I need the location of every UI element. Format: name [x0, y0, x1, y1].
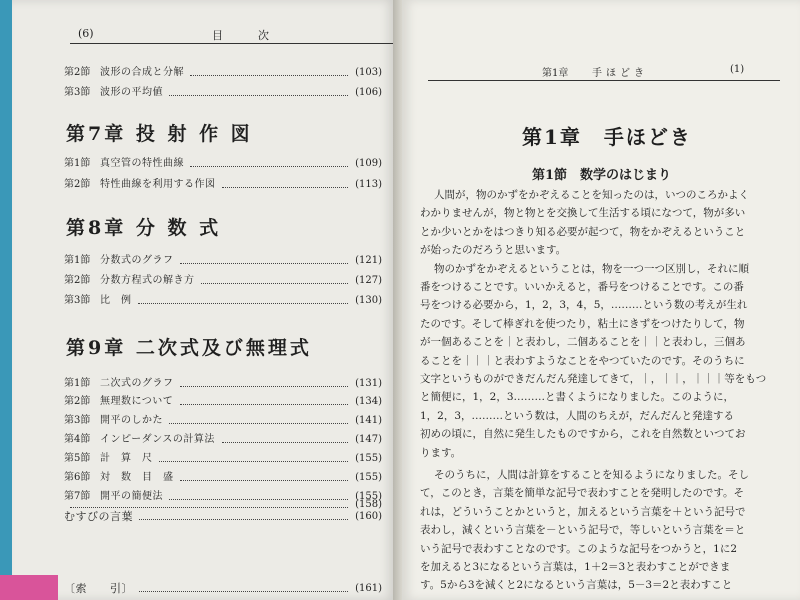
toc-section-number: 第6節	[64, 472, 91, 483]
body-text-line: と簡便に，1，2，3………と書くようになりました。このように，	[420, 391, 735, 404]
left-page-number: (6)	[78, 27, 94, 40]
toc-leader-dots	[159, 452, 349, 462]
toc-section-number: 第1節	[64, 378, 91, 389]
body-text-line: 号をつける必要から，1，2，3，4，5，………という数の考えが生れ	[420, 299, 748, 312]
toc-section-row[interactable]	[64, 157, 382, 171]
toc-leader-dots	[201, 274, 349, 284]
toc-page-number: (141)	[355, 415, 382, 426]
toc-section-row[interactable]	[64, 254, 382, 268]
toc-section-row[interactable]	[64, 274, 382, 288]
toc-chapter-heading: 第7章 投 射 作 図	[66, 123, 253, 145]
toc-entry-title: 二次式のグラフ	[100, 378, 174, 389]
toc-entry-title: 〔索 引〕	[64, 582, 133, 595]
toc-leader-dots	[180, 377, 349, 387]
toc-page-number: (109)	[355, 158, 382, 169]
body-text-line: 文字というものができだんだん発達してきて，｜，｜｜，｜｜｜等をもつ	[420, 373, 767, 385]
toc-entry-title: 開平の簡便法	[100, 491, 163, 502]
body-text-line: ります。	[420, 446, 462, 459]
toc-page-number: (155)	[355, 491, 382, 502]
toc-entry-title: むすびの言葉	[64, 510, 133, 523]
body-text-line: たのです。そして棒ぎれを使つたり，粘土にきずをつけたりして，物	[420, 317, 745, 330]
toc-section-number: 第7節	[64, 491, 91, 502]
toc-entry-title: インピーダンスの計算法	[100, 434, 215, 445]
toc-section-row[interactable]	[64, 377, 382, 391]
toc-entry-title: 無理数について	[100, 396, 174, 407]
toc-page-number: (106)	[355, 87, 382, 98]
body-text-line: れは，どういうことかというと，加えるという言葉を＋という記号で	[420, 505, 746, 518]
toc-leader-dots	[180, 471, 349, 481]
header-rule	[428, 80, 780, 81]
toc-page-number: (155)	[355, 453, 382, 464]
toc-page-number: (155)	[355, 472, 382, 483]
body-text-line: 人間が，物のかずをかぞえることを知ったのは，いつのころかよく	[434, 189, 749, 201]
body-text-line: て，このとき，言葉を簡単な記号で表わすことを発明したのです。そ	[420, 487, 745, 500]
toc-entry-title: 対 数 目 盛	[100, 472, 174, 483]
toc-page-number: (127)	[355, 275, 382, 286]
toc-leader-dots	[169, 414, 348, 424]
toc-leader-dots	[222, 178, 349, 188]
book-edge-pink	[0, 575, 58, 600]
toc-section-number: 第3節	[64, 295, 91, 306]
toc-leader-dots	[190, 157, 348, 167]
toc-title-1: 目	[212, 29, 223, 42]
body-text-line: 物のかずをかぞえるということは，物を一つ一つ区別し，それに順	[434, 262, 749, 275]
toc-entry-title: 分数式のグラフ	[100, 255, 174, 266]
toc-chapter-heading: 第9章 二次式及び無理式	[66, 337, 312, 359]
toc-entry-title: 分数方程式の解き方	[100, 275, 195, 286]
body-text-line: が一個あることを｜と表わし，二個あることを｜｜と表わし，三個あ	[420, 336, 746, 349]
toc-page-number: (103)	[355, 67, 382, 78]
toc-section-number: 第2節	[64, 67, 91, 78]
toc-section-row[interactable]	[64, 294, 382, 308]
toc-section-number: 第2節	[64, 396, 91, 407]
toc-page-number: (134)	[355, 396, 382, 407]
toc-leader-dots	[70, 498, 348, 508]
body-text-line: 番をつけることです。いいかえると，番号をつけることです。この番	[420, 281, 744, 293]
toc-entry-title: 比 例	[100, 295, 132, 306]
toc-section-number: 第1節	[64, 255, 91, 266]
toc-leader-dots	[138, 294, 349, 304]
running-head-title: 手ほどき	[592, 68, 648, 79]
toc-section-row[interactable]	[64, 433, 382, 447]
body-text-line: 1，2，3，………という数は，人間のちえが，だんだんと発達する	[420, 409, 735, 422]
toc-leader-dots	[169, 86, 348, 96]
toc-title-2: 次	[258, 29, 269, 42]
toc-entry-title: 特性曲線を利用する作図	[100, 179, 216, 190]
toc-page-number: (147)	[355, 434, 382, 445]
toc-entry-title: 波形の平均値	[100, 87, 163, 98]
body-text-line: とか少いとかをはつきり知る必要が起つて，物をかぞえるということ	[420, 225, 746, 238]
toc-section-row[interactable]	[64, 395, 382, 409]
toc-section-number: 第3節	[64, 87, 91, 98]
toc-page-number: (160)	[355, 511, 382, 522]
toc-page-number: (131)	[355, 378, 382, 389]
toc-entry-title: 波形の合成と分解	[100, 67, 184, 78]
toc-section-row[interactable]	[64, 178, 382, 192]
toc-page-number: (121)	[355, 255, 382, 266]
toc-section-row[interactable]	[64, 452, 382, 466]
toc-section-row[interactable]	[64, 86, 382, 100]
toc-page-number: (113)	[355, 179, 382, 190]
toc-section-number: 第1節	[64, 158, 91, 169]
toc-leader-dots	[222, 433, 349, 443]
chapter-title: 第1章 手ほどき	[522, 125, 692, 149]
toc-back-matter-row[interactable]	[64, 582, 382, 596]
running-head-chapter: 第1章	[542, 68, 569, 79]
toc-leader-dots	[139, 582, 348, 592]
body-text-line: 初めの頃に，自然に発生したものですから，これを自然数といつてお	[420, 428, 746, 441]
section-title: 第1節 数学のはじまり	[532, 168, 672, 183]
toc-section-number: 第4節	[64, 434, 91, 445]
body-text-line: 表わし，減くという言葉を－という記号で，等しいという言葉を＝と	[420, 524, 746, 537]
toc-entry-title: 真空管の特性曲線	[100, 158, 184, 169]
right-page-number: (1)	[730, 64, 745, 75]
toc-section-number: 第3節	[64, 415, 91, 426]
toc-entry-title: 開平のしかた	[100, 415, 163, 426]
toc-leader-dots	[139, 510, 348, 520]
header-rule	[70, 43, 394, 44]
toc-leader-dots	[180, 395, 349, 405]
toc-leader-dots	[180, 254, 349, 264]
toc-page-number: (161)	[355, 583, 382, 594]
body-text-line: そのうちに，人間は計算をすることを知るようになりました。そし	[434, 469, 749, 481]
toc-back-matter-row[interactable]	[64, 510, 382, 524]
body-text-line: ることを｜｜｜と表わすようなことをやつていたのです。そのうちに	[420, 354, 745, 367]
toc-chapter-heading: 第8章 分 数 式	[66, 217, 222, 239]
toc-section-number: 第5節	[64, 453, 91, 464]
toc-section-row[interactable]	[64, 414, 382, 428]
toc-page-number: (130)	[355, 295, 382, 306]
toc-section-row[interactable]	[64, 66, 382, 80]
body-text-line: が始ったのだろうと思います。	[420, 244, 567, 257]
toc-section-row[interactable]	[64, 471, 382, 485]
body-text-line: す。5から3を減くと2になるという言葉は，5－3＝2と表わすこと	[420, 579, 733, 592]
toc-section-number: 第2節	[64, 275, 91, 286]
toc-leader-dots	[190, 66, 348, 76]
toc-page-number: (158)	[355, 499, 382, 510]
body-text-line: を加えると3になるという言葉は，1＋2＝3と表わすことができま	[420, 561, 731, 573]
body-text-line: いう記号で表わすことなのです。このような記号をつかうと，1に2	[420, 542, 738, 555]
toc-entry-title: 計 算 尺	[100, 453, 153, 464]
body-text-line: わかりませんが，物と物とを交換して生活する頃になつて，物が多い	[420, 207, 746, 220]
toc-section-number: 第2節	[64, 179, 91, 190]
